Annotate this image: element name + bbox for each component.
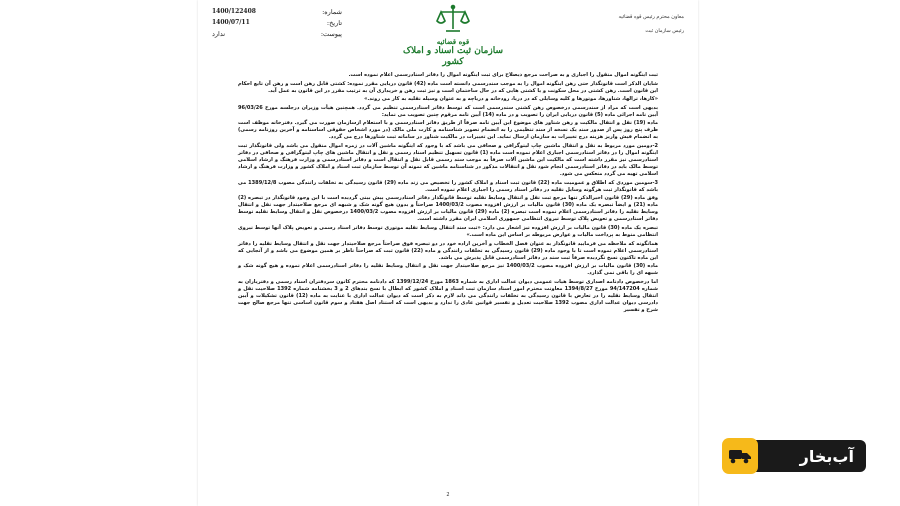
watermark-badge (728, 440, 866, 472)
paragraph: تبصره یک ماده (30) قانون مالیات بر ارزش افزوده نیز اشعار می دارد: «ثبت سند انتقال وسایط نقلیه موتوری توسط دفاتر اسناد رسمی و تعویض پلاک آنها توسط نیروی انتظامی منوط به پرداخت مالیات و عوارض مربوطه بر اساس این ماده است.» (238, 224, 658, 238)
date-value: 1400/07/11 (212, 19, 250, 26)
paragraph: ماده (19) نقل و انتقال مالکیت و رهن شناور های موضوع این آیین نامه صرفاً از طریق دفاتر اسنادرسمی و با استعلام ازسازمان صورت می گیرد. دفترخانه موظف است ظرف پنج روز پس از صدور سند یک نسخه از سند تنظیمی را به انضمام تصویر شناسنامه و کارت ملی مالک (در مورد اشخاص حقوقی اساسنامه و آخرین روزنامه رسمی) به انضمام فیش واریز هزینه درج تغییرات به سازمان ارسال نماید. این تغییرات در مالکیت شناور در سامانه ثبت شناورها درج می گردد. (238, 120, 659, 141)
number-label: شماره: (322, 7, 342, 16)
judiciary-logo (403, 4, 503, 66)
attachment-label: پیوست: (320, 29, 342, 38)
paragraph: همانگونه که ملاحظه می فرمایید قانونگذار به عنوان فصل الخطاب و آخرین اراده خود در دو تبصره فوق صراحتاً مرجع صلاحیتدار جهت نقل و انتقال وسایط نقلیه را دفاتر اسنادرسمی اعلام نموده است تا با وجود ماده (29) قانون رسیدگی به تخلفات رانندگی و ماده (22) قانون ثبت که صراحتاً ناظر بر همین موضوع می باشد و از آنجایی که این ماده تاکنون نسخ نگردیده صرفاً ثبت سند در دفاتر اسنادرسمی قابل پذیرش می باشد. (238, 240, 658, 261)
date-label: تاریخ: (326, 18, 342, 27)
letter-meta (212, 6, 342, 39)
number-value: 1400/122408 (212, 8, 256, 15)
paragraph: ثبت اینگونه اموال منقول را اجباری و به صراحت مرجع ذیصلاح برای ثبت اینگونه اموال را دفاتر اسنادرسمی اعلام نموده است. (348, 72, 658, 78)
paragraph: شایان الذکر است قانونگذار حتی رهن اینگونه اموال را به موجب سندرسمی دانسته است ماده (42) قانون دریایی مقرر نموده: کشتی قابل رهن است و رهن آن تابع احکام این قانون است. رهن کشتی در محل سکونت و یا کشتی هایی که در حال ساختمان است و نیز ثبت رهن و خریداری آن به ترتیب مقرر در این قانون به عمل آید. (238, 80, 658, 94)
scales-emblem-icon (436, 4, 470, 34)
recipient-block (589, 10, 684, 38)
recipient-line-2: رئیس سازمان ثبت (645, 28, 684, 34)
recipient-line-1: معاون محترم رئیس قوه قضائیه (618, 14, 684, 20)
org-subname: سازمان ثبت اسناد و املاک کشور (403, 46, 503, 67)
org-name: قوه قضائیه (436, 37, 470, 46)
paragraph: اما درخصوص دادنامه اصداری توسط هیات عمومی دیوان عدالت اداری به شماره 1863 مورخ 1399/12/24 که دادنامه محترم کانون سردفتران اسناد رسمی و دفتریاران به شماره 94/147204 مورخ 1394/8/27 معاونت محترم امور اسناد سازمان ثبت اسناد و املاک کشور که ابطال با نسخ بندهای 2 و 3 بخشنامه شماره 1392 صلاحیت نقل و انتقال وسایط نقلیه را در تعارض با قانون رسیدگی به تخلفات رانندگی می داند لازم به ذکر است که دیوان عدالت اداری با عنایت به ماده (12) قانون تشکیلات و آیین دادرسی دیوان عدالت اداری مصوب 1392 صلاحیت تعدیل و تفسیر قوانین عادی را ندارد و بدیهی است که استناد اصل هفتاد و سوم قانون اساسی تنها مرجع صالح جهت شرح و تفسیر (238, 278, 659, 313)
document-page (198, 0, 698, 506)
paragraph: بدیهی است که مراد از سندرسمی درخصوص رهن کشتی سندرسمی است که توسط دفاتر اسنادرسمی تنظیم می گردد. همچنین هیأت وزیران درجلسه مورخ 96/03/26 آیین نامه اجرائی ماده (5) قانون دریایی ایران را تصویب و در ماده (14) آیین نامه مرقوم چنین تصویب می نماید: (238, 104, 658, 118)
brand-name: آب‌بخار (799, 446, 854, 466)
paragraph: «کارها، ترالها، شناورها، موتورها و کلیه وسایلی که در دریا، رودخانه و دریاچه و به عنوان وسیله نقلیه به کار می روند.» (364, 96, 658, 103)
attachment-value: ندارد (212, 29, 226, 38)
paragraph: وفق ماده (29) قانون اخیرالذکر تنها مرجع ثبت نقل و انتقال وسایط نقلیه توسط قانونگذار دفاتر اسنادرسمی پیش بینی گردیده است با این وجود قانونگذار در تبصره (2) ماده (21) و ایضاً تبصره یک ماده (30) قانون مالیات بر ارزش افزوده مصوب 1400/03/2 صراحتاً و بدون هیچ گونه شک و شبهه ای مرجع صلاحیتدار جهت نقل و انتقال وسایط نقلیه را دفاتر اسنادرسمی اعلام نموده است تبصره (2) ماده (29) قانون مالیات بر ارزش افزوده مصوب 1400/03/2 درخصوص نقل و انتقال وسایط نقلیه توسط دفاتر اسنادرسمی و تعویض پلاک توسط نیروی انتظامی جمهوری اسلامی ایران مقرر داشته است. (238, 195, 659, 223)
paragraph: 3-سومین موردی که اطلاق و عمومیت ماده (22) قانون ثبت اسناد و املاک کشور را تخصیص می زند ماده (29) قانون رسیدگی به تخلفات رانندگی مصوب 1389/12/8 می باشد که قانونگذار ثبت هرگونه وسایل نقلیه در دفاتر اسناد رسمی را اجباری اعلام نموده است. (238, 179, 658, 193)
page-number: 2 (446, 492, 450, 498)
letter-body (238, 72, 658, 316)
truck-icon (722, 438, 758, 474)
letterhead (198, 0, 698, 70)
paragraph: 2-دومین مورد مربوط به نقل و انتقال ماشین چاپ لیتوگرافی و صحافی می باشد که با وجود که اینگونه ماشین آلات در زمره اموال منقول می باشد ولی قانونگذار ثبت اینگونه اموال را در دفاتر اسنادرسمی اجباری اعلام نموده است ماده (1) قانون تسهیل تنظیم اسناد رسمی و نقل و انتقال ماشین های چاپ لیتوگرافی و صحافی در دفاتر اسنادرسمی نیز مقرر داشته است که مالکیت این ماشین آلات صرفاً به موجب سند رسمی قابل نقل و انتقال است و دفاتر اسنادرسمی و وزارت فرهنگ و ارشاد اسلامی توسط مالک باید در دفاتر اسنادرسمی انجام شود نقل و انتقالات مذکور در شناسنامه ماشین که نمونه آن توسط سازمان ثبت اسناد و املاک کشور و وزارت فرهنگ و ارشاد اسلامی تهیه می گردد منعکس می شود. (238, 142, 658, 178)
paragraph: ماده (30) قانون مالیات بر ارزش افزوده مصوب 1400/03/2 نیز مرجع صلاحیتدار جهت نقل و انتقال وسایط نقلیه را دفاتر اسنادرسمی اعلام نموده و هیچ گونه شک و شبهه ای را باقی نمی گذارد. (238, 263, 658, 277)
